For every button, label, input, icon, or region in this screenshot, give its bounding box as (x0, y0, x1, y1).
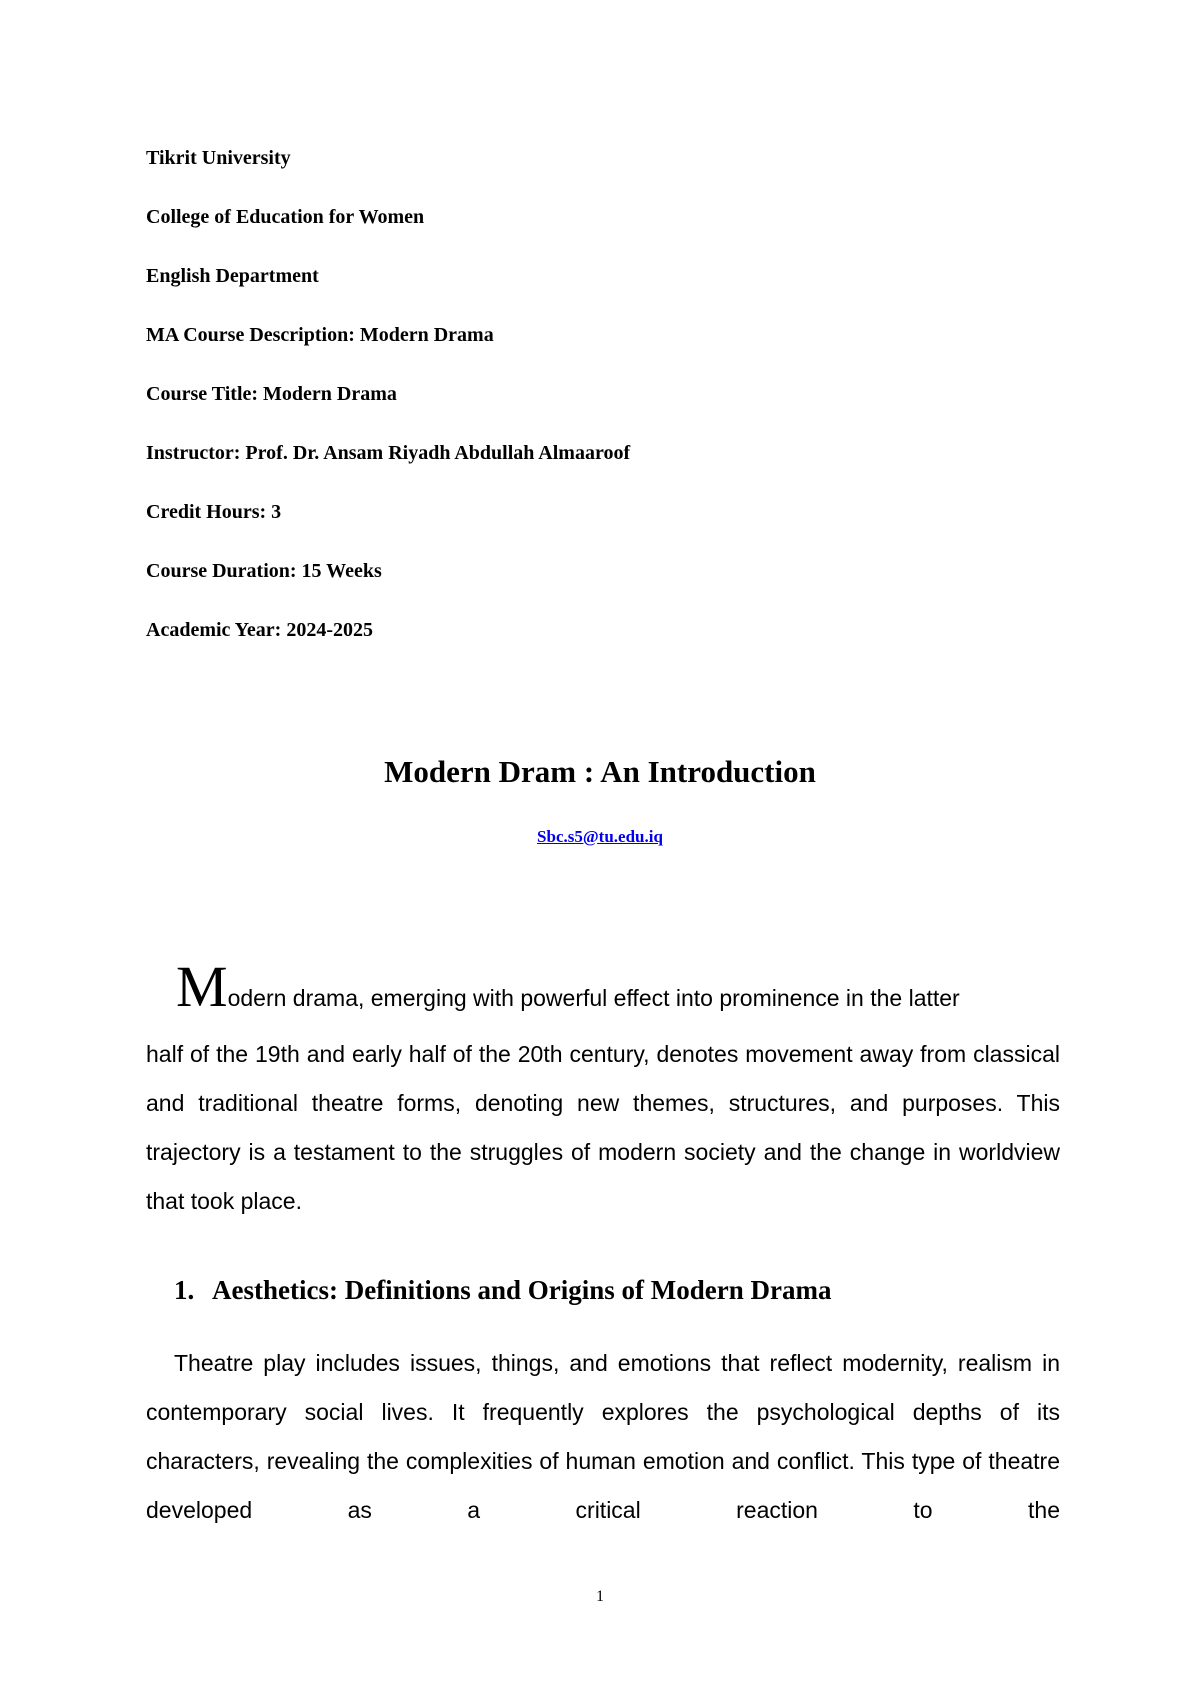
section-1-number: 1. (174, 1275, 195, 1305)
course-title: Course Title: Modern Drama (146, 383, 397, 405)
page-number: 1 (596, 1588, 604, 1605)
college-name: College of Education for Women (146, 206, 425, 228)
intro-first-line-text: odern drama, emerging with powerful effect into prominence in the latter (227, 985, 960, 1011)
academic-year: Academic Year: 2024-2025 (146, 619, 373, 641)
intro-first-line (146, 954, 1060, 1030)
intro-rest-text: half of the 19th and early half of the 20th century, denotes movement away from classical and traditional theatre forms, denoting new themes, structures, and purposes. This trajectory is a testament to the struggles of modern society and the change in worldview that took place. (146, 1041, 1060, 1214)
university-name: Tikrit University (146, 147, 291, 169)
course-duration: Course Duration: 15 Weeks (146, 560, 382, 582)
email-line (0, 827, 1200, 847)
course-info-block (146, 146, 1066, 677)
intro-paragraph (146, 954, 1060, 1226)
article-title: Modern Dram : An Introduction (384, 754, 816, 789)
section-1-heading-text: Aesthetics: Definitions and Origins of Modern Drama (212, 1275, 832, 1305)
department-name: English Department (146, 265, 319, 287)
drop-cap: M (176, 954, 228, 1019)
course-description: MA Course Description: Modern Drama (146, 324, 494, 346)
credit-hours: Credit Hours: 3 (146, 501, 282, 523)
email-link[interactable]: Sbc.s5@tu.edu.iq (537, 827, 663, 846)
section-1-paragraph: Theatre play includes issues, things, and emotions that reflect modernity, realism in contemporary social lives. It frequently explores the psychological depths of its characters, revealing the complexities of human emotion and conflict. This type of theatre developed as a critical reaction to the (146, 1350, 1060, 1523)
instructor: Instructor: Prof. Dr. Ansam Riyadh Abdullah Almaaroof (146, 442, 631, 464)
section-1-heading (174, 1273, 1074, 1307)
